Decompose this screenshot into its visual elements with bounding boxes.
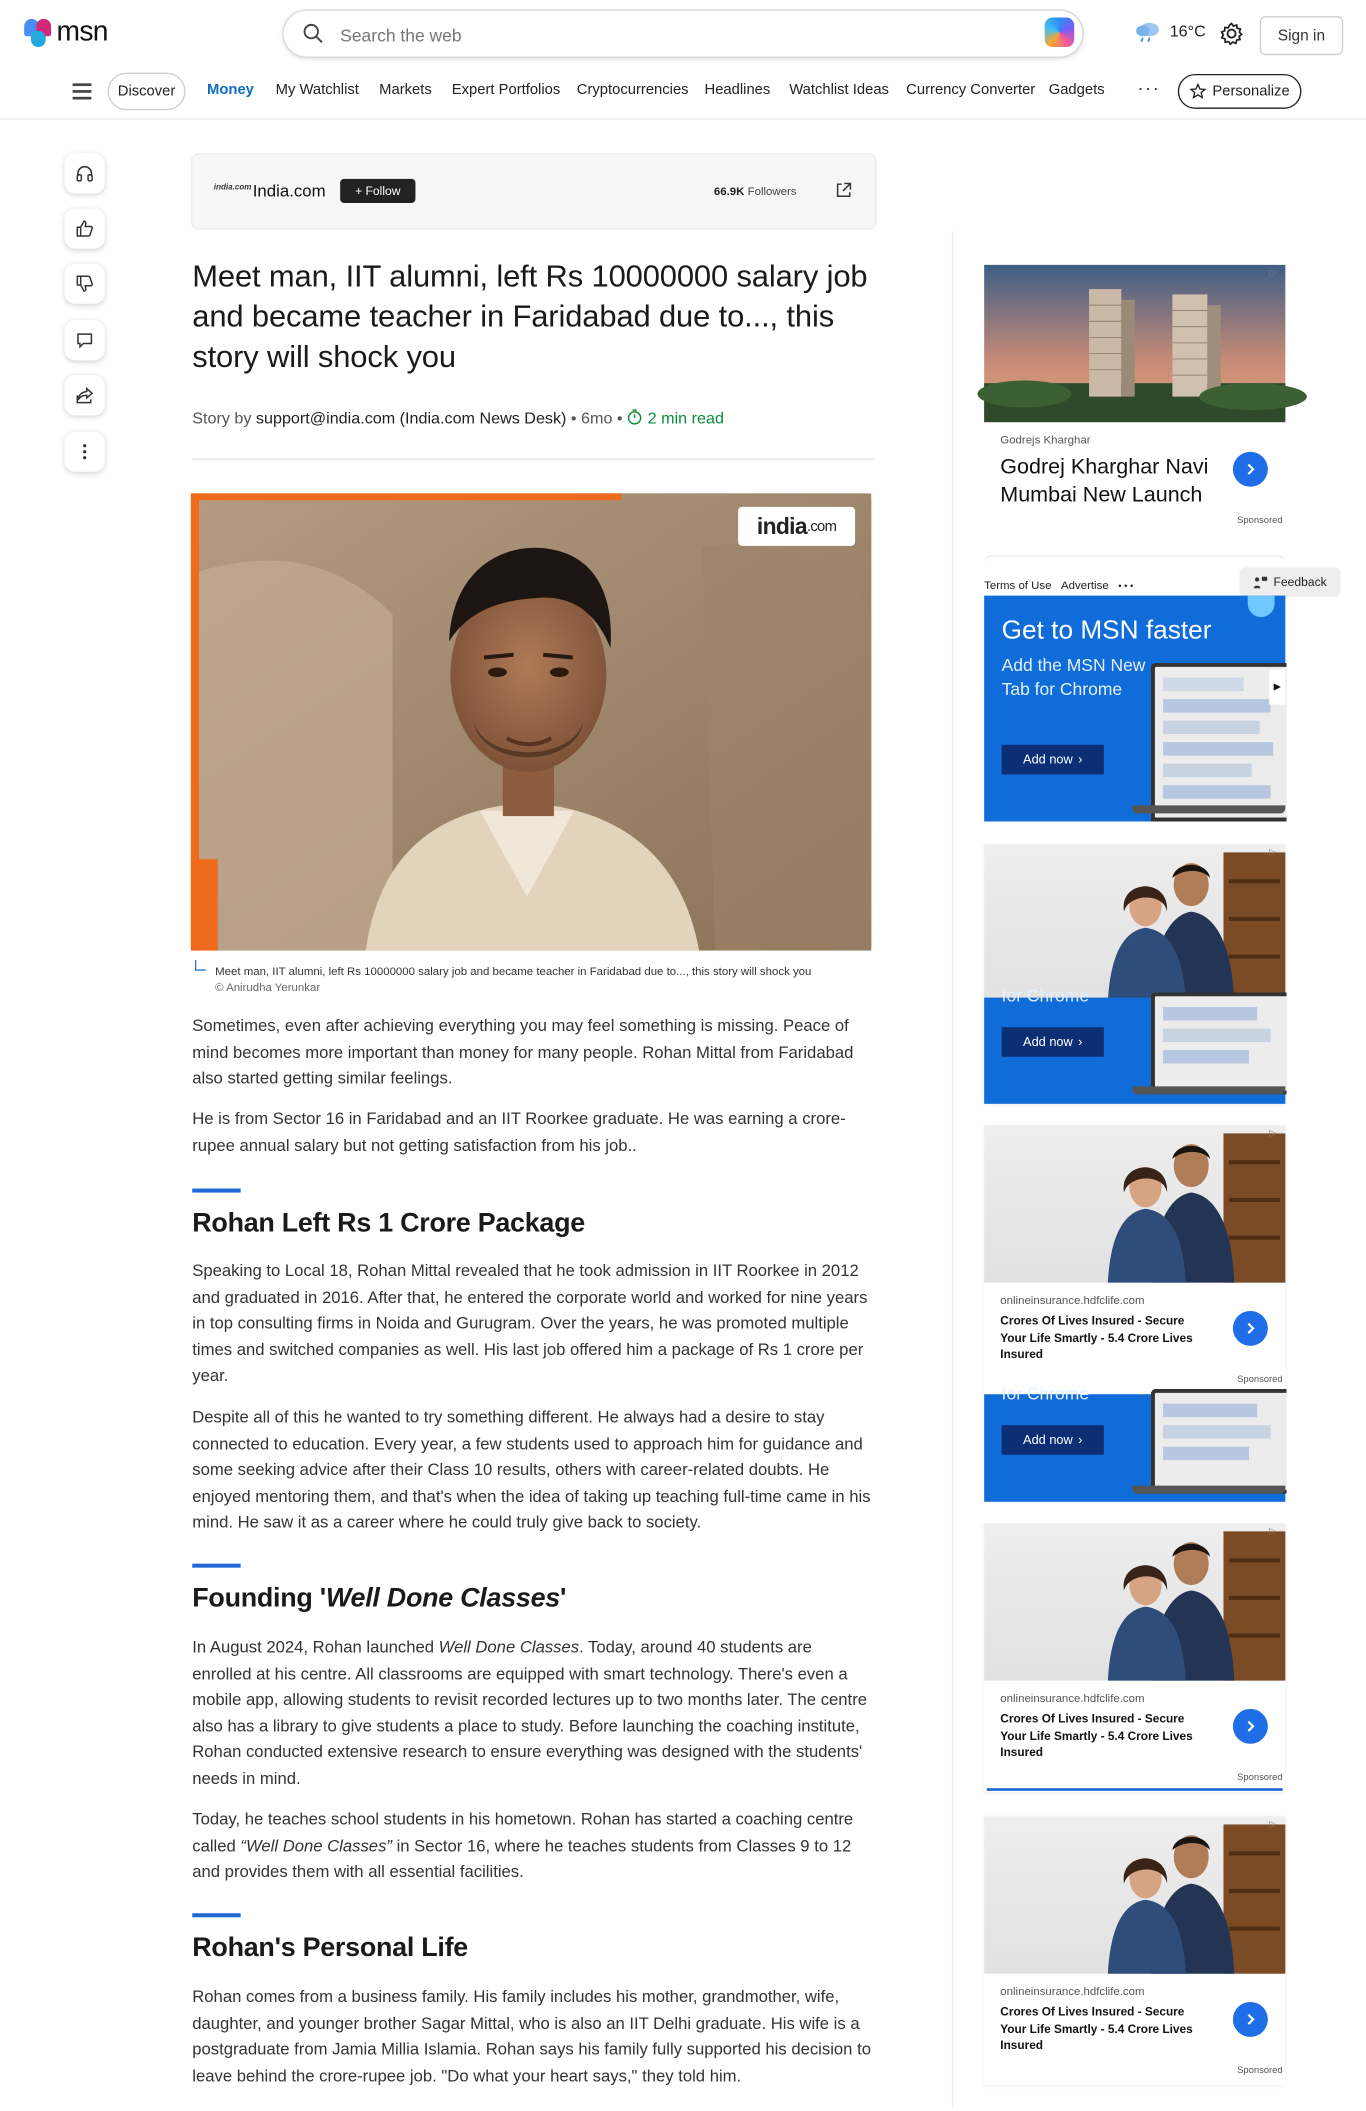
ad-go-button[interactable] [1233,1709,1268,1744]
image-credit: © Anirudha Yerunkar [215,980,321,994]
nav-item-gadgets[interactable]: Gadgets [1048,82,1105,99]
personalize-label: Personalize [1212,83,1290,100]
share-icon [75,386,94,405]
adchoices-icon[interactable]: ▷ [1269,1129,1277,1139]
portrait-image [191,493,871,950]
vertical-ellipsis-icon [75,442,94,461]
image-caption: Meet man, IIT alumni, left Rs 10000000 salary job and became teacher in Faridabad due to..., this story will shock you © Anirudha Yerunkar [215,963,812,994]
settings-gear-icon[interactable] [1218,20,1245,47]
promo-logo-icon [1248,596,1275,618]
ad-card-hdfc[interactable] [984,1125,1285,1394]
more-options-button[interactable] [65,432,105,472]
nav-item-markets[interactable]: Markets [379,82,432,99]
adchoices-icon[interactable]: ▷ [1269,268,1277,279]
adchoices-icon[interactable]: ▷ [1269,1820,1277,1830]
sponsored-label: Sponsored [1237,1773,1283,1783]
add-now-button[interactable]: Add now › [1002,1027,1104,1057]
nav-item-money[interactable]: Money [207,82,254,99]
ad-image-towers [984,265,1285,422]
chevron-right-icon [1244,1322,1257,1335]
chevron-right-icon [1244,1720,1257,1733]
caption-corner-icon [195,960,206,971]
share-button[interactable] [65,375,105,415]
paragraph-2: He is from Sector 16 in Faridabad and an IIT Roorkee graduate. He was earning a crore-rupee annual salary but not getting satisfaction from his job.. [192,1109,846,1155]
byline: Story by support@india.com (India.com News Desk) • 6mo • 2 min read [192,408,724,428]
paragraph-4: Despite all of this he wanted to try something different. He always had a desire to stay connected to education. Every year, a few students used to approach him for guidance and some seeking advice after their Class 10 results, others with career-related doubts. He enjoyed mentoring them, and that's when the idea of taking up teaching full-time came in his mind. He saw it as a career where he could truly give back to society. [192,1407,871,1532]
terms-more-icon[interactable]: • • • [1118,582,1134,592]
category-nav [0,70,1366,120]
ad-underline [987,1788,1283,1791]
ad-card-godrej[interactable] [984,265,1285,534]
nav-item-watchlist-ideas[interactable]: Watchlist Ideas [789,82,889,99]
menu-icon[interactable] [73,83,92,99]
hero-image[interactable] [191,493,871,950]
terms-of-use-link[interactable]: Terms of Use [984,578,1052,592]
ad-image-couple [984,1816,1285,1973]
promo-partial-ad[interactable] [984,1383,1285,1502]
follow-button[interactable]: + Follow [340,179,415,203]
ad-card-hdfc[interactable] [984,1523,1285,1792]
terms-links [984,578,1133,591]
personalize-button[interactable] [1178,74,1302,109]
ad-title[interactable]: Crores Of Lives Insured - Secure Your Life Smartly - 5.4 Crore Lives Insured [1000,2004,1193,2052]
feedback-button[interactable]: Feedback [1240,567,1341,597]
ad-source: onlineinsurance.hdfclife.com [1000,1293,1145,1307]
column-divider [952,231,953,2108]
promo-title: Get to MSN faster [1001,615,1212,646]
adchoices-icon[interactable]: ▷ [1269,848,1277,858]
thumbs-down-icon [75,274,94,293]
top-bar [0,0,1366,67]
publisher-logo[interactable]: india.com [213,184,252,193]
discover-button[interactable]: Discover [108,73,186,111]
publisher-name[interactable]: India.com [252,181,326,201]
chevron-right-icon: › [1078,752,1083,768]
paragraph-1: Sometimes, even after achieving everything you may feel something is missing. Peace of mind becomes more important than money for many people. Rohan Mittal from Faridabad also started getting similar feelings. [192,1016,854,1088]
advertise-link[interactable]: Advertise [1061,578,1109,592]
nav-item-expert-portfolios[interactable]: Expert Portfolios [451,82,561,99]
timer-icon [627,409,643,425]
thumbs-up-icon [75,219,94,238]
read-time: 2 min read [647,408,724,428]
laptop-base [1132,805,1285,813]
chevron-right-icon [1244,463,1257,476]
comment-button[interactable] [65,320,105,360]
ad-image-couple [984,844,1285,1001]
headphones-icon [75,164,94,183]
section-bar [192,1913,240,1917]
like-button[interactable] [65,208,105,248]
msn-butterfly-icon [24,16,54,48]
hero-frame-top [191,493,621,500]
paragraph-5: In August 2024, Rohan launched Well Done Classes. Today, around 40 students are enrolled at his centre. All classrooms are equipped with smart technology. There's even a mobile app, allowing students to revisit recorded lectures up to two months later. The centre also has a library to give students a place to study. Before launching the coaching institute, Rohan conducted extensive research to ensure everything was designed with the students' needs in mind. [192,1637,868,1788]
ad-source: onlineinsurance.hdfclife.com [1000,1984,1145,1998]
temperature: 16°C [1169,21,1206,41]
ad-title[interactable]: Crores Of Lives Insured - Secure Your Life Smartly - 5.4 Crore Lives Insured [1000,1711,1193,1759]
ad-card-hdfc[interactable] [984,1816,1285,2085]
section-bar [192,1564,240,1568]
section-bar [192,1189,240,1193]
ad-image-couple [984,1523,1285,1680]
nav-item-currency-converter[interactable]: Currency Converter [906,82,1036,99]
section-heading-2: Founding 'Well Done Classes' [192,1583,567,1614]
weather-widget[interactable] [1135,20,1206,42]
add-now-button[interactable]: Add now › [1002,1425,1104,1455]
feedback-icon [1253,575,1268,590]
copilot-icon[interactable] [1045,17,1075,47]
promo-subtitle: Add the MSN New Tab for Chrome [1001,654,1146,700]
laptop-illustration [1151,663,1287,822]
dislike-button[interactable] [65,264,105,304]
ad-go-button[interactable] [1233,1311,1268,1346]
publisher-card [191,153,877,230]
promo-partial-text: for Chrome [1001,1383,1090,1404]
section-heading-1: Rohan Left Rs 1 Crore Package [192,1208,585,1239]
paragraph-6: Today, he teaches school students in his hometown. Rohan has started a coaching centre called “Well Done Classes” in Sector 16, where he teaches students from Classes 9 to 12 and provides them with all essential facilities. [192,1809,854,1881]
sponsored-label: Sponsored [1237,2066,1283,2076]
ad-title[interactable]: Godrej Kharghar Navi Mumbai New Launch [1000,455,1209,507]
author-link[interactable]: support@india.com (India.com News Desk) [255,408,567,428]
ad-go-button[interactable] [1233,2002,1268,2037]
search-icon [303,23,325,45]
promo-partial: for Chrome Add now › [984,998,1285,1104]
play-icon[interactable]: ▶ [1269,670,1285,705]
search-input[interactable] [337,20,988,50]
article-headline: Meet man, IIT alumni, left Rs 10000000 salary job and became teacher in Faridabad due to..., this story will shock you [192,258,868,374]
chevron-right-icon [1244,2013,1257,2026]
ad-image-couple [984,1125,1285,1282]
section-heading-3: Rohan's Personal Life [192,1933,468,1963]
nav-item-my-watchlist[interactable]: My Watchlist [275,82,359,99]
india-com-watermark: india .com [738,507,855,546]
comment-icon [75,331,94,350]
hero-frame-bottom [191,859,218,950]
paragraph-7: Rohan comes from a business family. His family includes his mother, grandmother, wife, daughter, and younger brother Sagar Mittal, who is also an IIT Delhi graduate. His wife is a postgraduate from Jamia Millia Islamia. Rohan says his family fully supported his decision to leave behind the crore-rupee job. "Do what your heart says," they told him. [192,1987,871,2085]
msn-logo[interactable] [24,16,108,48]
cloud-rain-icon [1135,20,1162,42]
sponsored-label: Sponsored [1237,1375,1283,1385]
ad-title[interactable]: Crores Of Lives Insured - Secure Your Life Smartly - 5.4 Crore Lives Insured [1000,1313,1193,1361]
nav-item-headlines[interactable]: Headlines [704,82,771,99]
adchoices-icon[interactable]: ▷ [1269,1527,1277,1537]
sign-in-button[interactable]: Sign in [1260,16,1343,55]
add-now-button[interactable]: Add now › [1002,745,1104,775]
sponsored-label: Sponsored [1237,516,1283,526]
paragraph-3: Speaking to Local 18, Rohan Mittal revealed that he took admission in IIT Roorkee in 2012 and graduated in 2016. After that, he entered the corporate world and worked for nine years in top consulting firms in Noida and Gurugram. Over the years, he was promoted multiple times and switched companies as well. His last job offered him a package of Rs 1 crore per year. [192,1261,868,1385]
ad-source: Godrejs Kharghar [1000,432,1091,447]
search-box[interactable] [282,9,1083,57]
listen-button[interactable] [65,153,105,193]
byline-divider [192,458,874,459]
external-link-icon[interactable] [835,182,852,199]
nav-more-button[interactable]: ··· [1137,76,1161,99]
followers-count: 66.9K Followers [713,184,797,198]
ad-card-hdfc[interactable] [984,844,1285,1103]
nav-item-cryptocurrencies[interactable]: Cryptocurrencies [576,82,689,99]
star-icon [1190,83,1206,99]
brand-name: msn [56,16,108,48]
ad-source: onlineinsurance.hdfclife.com [1000,1691,1145,1705]
msn-promo-ad[interactable] [984,596,1285,822]
ad-go-button[interactable] [1233,452,1268,487]
